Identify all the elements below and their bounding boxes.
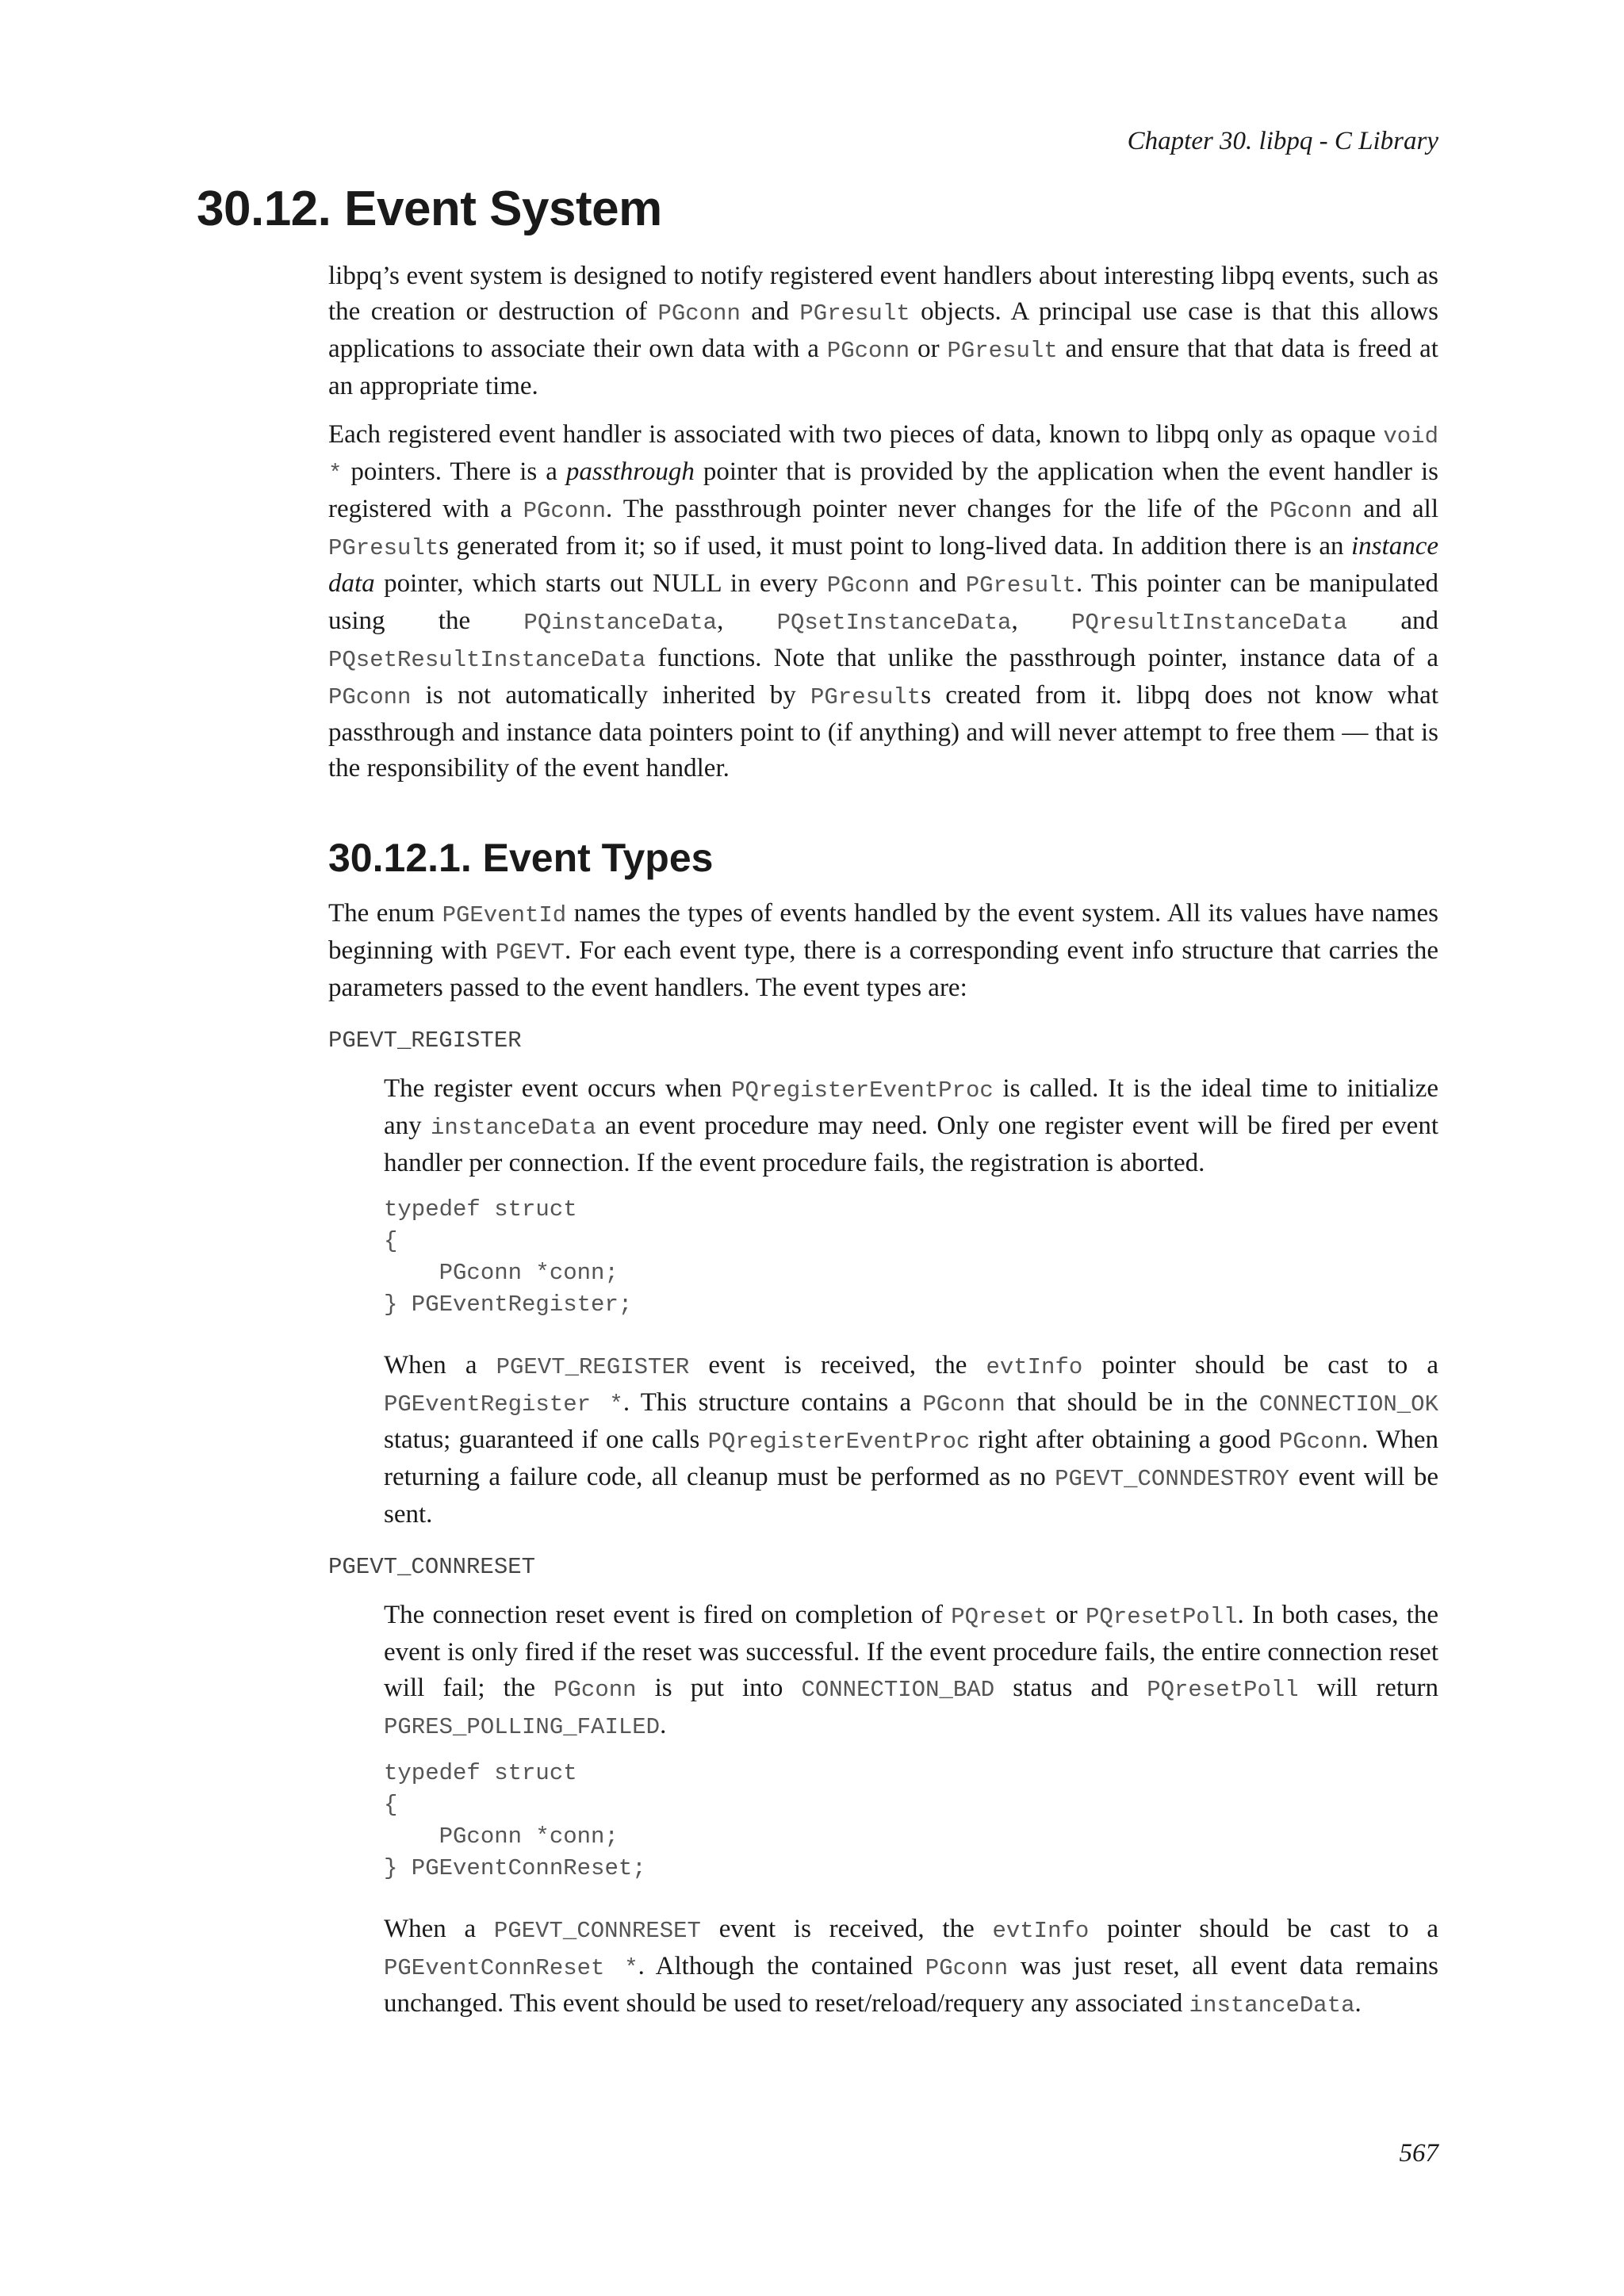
page-number: 567: [1399, 2139, 1438, 2168]
term-pgevt-register: PGEVT_REGISTER: [328, 1027, 522, 1054]
definition-pgevt-connreset: [384, 1598, 1438, 2023]
connreset-description: The connection reset event is fired on completion of PQreset or PQresetPoll. In both cases, the event is only fired if the reset was successful. If the event procedure fails, the entire connection reset will fail; the PGconn is put into CONNECTION_BAD status and PQresetPoll will return PGRES_POLLING_FAILED.: [384, 1601, 1438, 1740]
register-details: When a PGEVT_REGISTER event is received, the evtInfo pointer should be cast to a PGEventRegister *. This structure contains a PGconn that should be in the CONNECTION_OK status; guaranteed if one calls PQregisterEventProc right after obtaining a good PGconn. When returning a failure code, all cleanup must be performed as no PGEVT_CONNDESTROY event will be sent.: [384, 1351, 1438, 1529]
code-block-pgeventregister: typedef struct { PGconn *conn; } PGEventRegister;: [384, 1196, 633, 1318]
intro-paragraph-1: libpq’s event system is designed to notify registered event handlers about interesting libpq events, such as the creation or destruction of PGconn and PGresult objects. A principal use case is that this allows applications to associate their own data with a PGconn or PGresult and ensure that that data is freed at an appropriate time.: [328, 262, 1438, 400]
definition-pgevt-register: [384, 1071, 1438, 1533]
code-block-pgeventconnreset: typedef struct { PGconn *conn; } PGEventConnReset;: [384, 1760, 646, 1881]
subsection-title: 30.12.1. Event Types: [328, 836, 714, 880]
running-header: Chapter 30. libpq - C Library: [1127, 127, 1438, 155]
section-title: 30.12. Event System: [197, 182, 662, 236]
term-pgevt-connreset: PGEVT_CONNRESET: [328, 1554, 536, 1580]
page-body: [328, 258, 1438, 2036]
connreset-details: When a PGEVT_CONNRESET event is received, the evtInfo pointer should be cast to a PGEventConnReset *. Although the contained PGconn was just reset, all event data remains unchanged. This event should be used to reset/reload/requery any associated instanceData.: [384, 1915, 1438, 2019]
event-types-intro: The enum PGEventId names the types of events handled by the event system. All its values have names beginning with PGEVT. For each event type, there is a corresponding event info structure that carries the parameters passed to the event handlers. The event types are:: [328, 899, 1438, 1002]
register-description: The register event occurs when PQregisterEventProc is called. It is the ideal time to initialize any instanceData an event procedure may need. Only one register event will be fired per event handler per connection. If the event procedure fails, the registration is aborted.: [384, 1074, 1439, 1177]
intro-paragraph-2: Each registered event handler is associated with two pieces of data, known to libpq only as opaque void * pointers. There is a passthrough pointer that is provided by the application when the event handler is registered with a PGconn. The passthrough pointer never changes for the life of the PGconn and all PGresults generated from it; so if used, it must point to long-lived data. In addition there is an instance data pointer, which starts out NULL in every PGconn and PGresult. This pointer can be manipulated using the PQinstanceData, PQsetInstanceData, PQresultInstanceData and PQsetResultInstanceData functions. Note that unlike the passthrough pointer, instance data of a PGconn is not automatically inherited by PGresults created from it. libpq does not know what passthrough and instance data pointers point to (if anything) and will never attempt to free them — that is the responsibility of the event handler.: [328, 420, 1439, 783]
